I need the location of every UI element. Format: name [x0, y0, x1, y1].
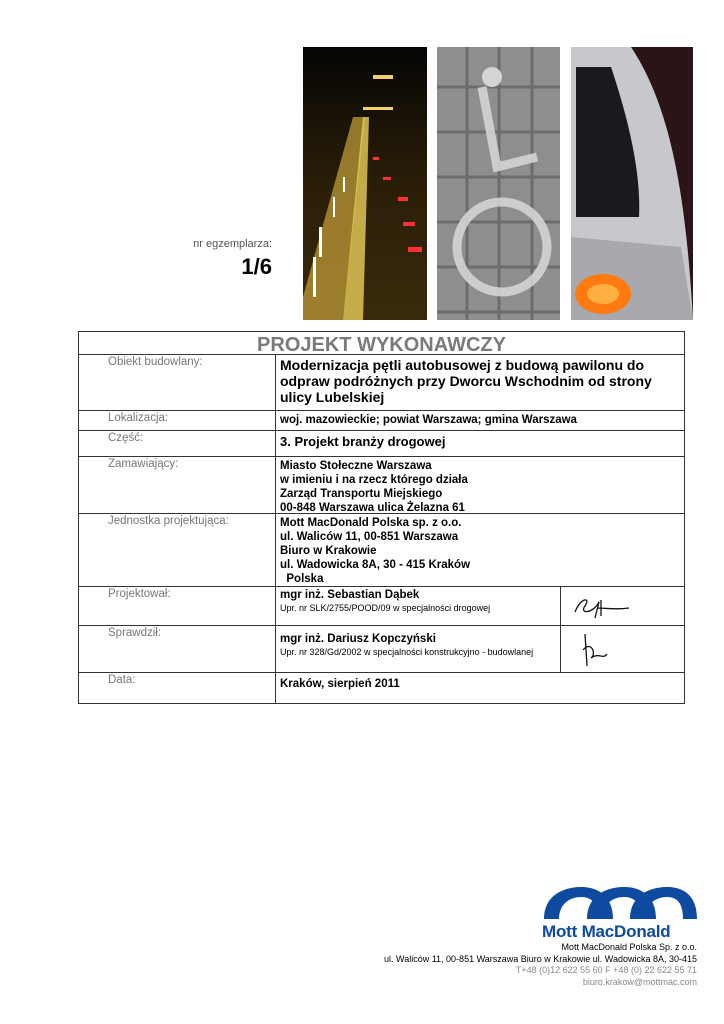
value-line: ulicy Lubelskiej: [280, 389, 385, 405]
table-row: [79, 587, 684, 626]
table-row: [79, 673, 684, 703]
row-value: [276, 673, 684, 703]
row-value: [276, 355, 684, 410]
row-label: Sprawdził:: [79, 626, 276, 672]
footer-phone: T+48 (0)12 622 55 60 F +48 (0) 22 622 55 71: [515, 965, 697, 975]
row-label: Część:: [79, 431, 276, 456]
project-table: [78, 331, 685, 704]
signature-icon: [571, 592, 631, 622]
table-row: [79, 514, 684, 587]
row-label: Lokalizacja:: [79, 411, 276, 430]
bicycle-lane-photo: [437, 47, 560, 320]
row-label: Projektował:: [79, 587, 276, 625]
row-label: Obiekt budowlany:: [79, 355, 276, 410]
row-label: Jednostka projektująca:: [79, 514, 276, 586]
night-traffic-photo: [303, 47, 427, 320]
value-line: ul. Waliców 11, 00-851 Warszawa: [280, 531, 459, 543]
value-line: Polska: [280, 573, 324, 585]
signatory: [276, 587, 560, 625]
footer-email: biuro.krakow@mottmac.com: [582, 977, 697, 987]
value-line: Mott MacDonald Polska sp. z o.o.: [280, 517, 462, 529]
row-value: [276, 431, 684, 456]
copy-number-label: nr egzemplarza:: [193, 238, 272, 250]
row-label: Zamawiający:: [79, 457, 276, 513]
footer-company: Mott MacDonald Polska Sp. z o.o.: [561, 942, 697, 952]
value-line: Zarząd Transportu Miejskiego: [280, 488, 443, 500]
signatory-name: mgr inż. Dariusz Kopczyński: [280, 633, 436, 645]
copy-number-value: 1/6: [241, 254, 272, 279]
value-line: 3. Projekt branży drogowej: [280, 434, 446, 449]
signatory-name: mgr inż. Sebastian Dąbek: [280, 589, 420, 601]
signature-box: [560, 626, 684, 672]
row-value: [276, 587, 684, 625]
project-title: PROJEKT WYKONAWCZY: [79, 332, 684, 355]
car-taillight-photo: [571, 47, 693, 320]
table-row: [79, 431, 684, 457]
value-line: Biuro w Krakowie: [280, 545, 377, 557]
value-line: Modernizacja pętli autobusowej z budową pawilonu do: [280, 357, 645, 373]
value-line: woj. mazowieckie; powiat Warszawa; gmina Warszawa: [280, 414, 577, 426]
signatory-license: Upr. nr 328/Gd/2002 w specjalności konstrukcyjno - budowlanej: [280, 647, 534, 657]
value-line: 00-848 Warszawa ulica Żelazna 61: [280, 502, 465, 514]
table-row: [79, 411, 684, 431]
signatory-license: Upr. nr SLK/2755/POOD/09 w specjalności drogowej: [280, 603, 491, 613]
table-row: [79, 355, 684, 411]
signatory: [276, 626, 560, 672]
value-line: ul. Wadowicka 8A, 30 - 415 Kraków: [280, 559, 471, 571]
value-line: odpraw podróżnych przy Dworcu Wschodnim od strony: [280, 373, 652, 389]
row-value: [276, 514, 684, 586]
footer-address: ul. Waliców 11, 00-851 Warszawa Biuro w Krakowie ul. Wadowicka 8A, 30-415: [384, 954, 697, 964]
value-line: Miasto Stołeczne Warszawa: [280, 460, 432, 472]
value-line: w imieniu i na rzecz którego działa: [280, 474, 468, 486]
logo-name: Mott MacDonald: [542, 922, 671, 941]
row-value: [276, 457, 684, 513]
row-label: Data:: [79, 673, 276, 703]
signature-icon: [577, 630, 617, 670]
row-value: [276, 411, 684, 430]
table-row: [79, 626, 684, 673]
row-value: [276, 626, 684, 672]
table-row: [79, 457, 684, 514]
value-line: Kraków, sierpień 2011: [280, 678, 400, 690]
signature-box: [560, 587, 684, 625]
